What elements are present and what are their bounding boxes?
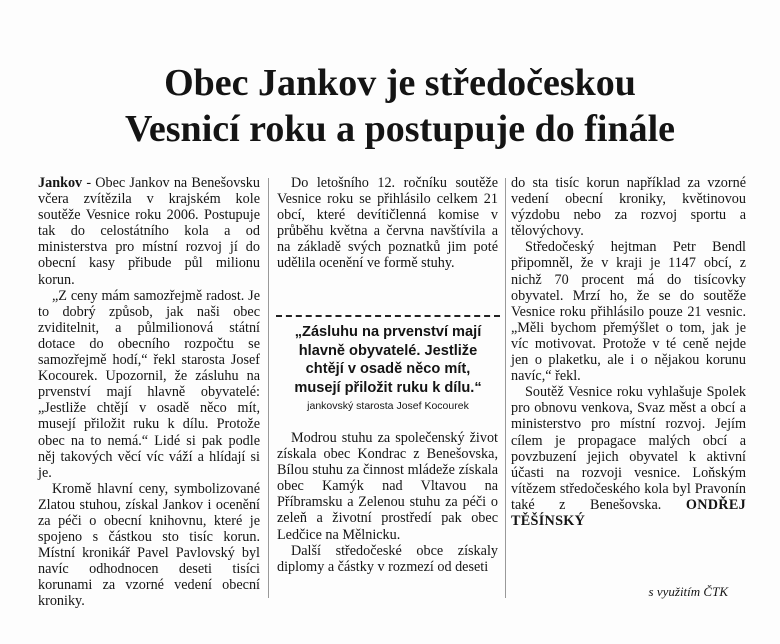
dateline: Jankov (38, 175, 83, 191)
paragraph: Soutěž Vesnice roku vyhlašuje Spolek pro obnovu venkova, Svaz měst a obcí a ministerstvo pro místní rozvoj. Jejím cílem je propagace malých obcí a povzbuzení jejich obyvatel k aktivní účasti na rozvoji vesnice. Loňským vítězem středočeského kola byl Pravonín také z Benešovska. ONDŘEJ TĚŠÍNSKÝ (511, 384, 747, 529)
paragraph: „Z ceny mám samozřejmě radost. Je to dobrý způsob, jak naši obec zviditelnit, a půlmilionová státní dotace do obecního rozpočtu se samozřejmě hodí,“ řekl starosta Josef Kocourek. Upozornil, že zásluhu na prvenství mají hlavně obyvatelé: „Jestliže chtějí v osadě něco mít, musejí přiložit ruku k dílu. Protože obec na to nemá.“ Lidé si pak podle něj takových věcí víc váží a hlídají si je. (38, 287, 260, 481)
headline-line-2: Vesnicí roku a postupuje do finále (124, 108, 676, 150)
pull-quote-source: jankovský starosta Josef Kocourek (307, 400, 469, 412)
headline-line-1: Obec Jankov je středočeskou (164, 62, 636, 104)
paragraph: Kromě hlavní ceny, symbolizované Zlatou stuhou, získal Jankov i ocenění za péči o obecní knihovnu, které je spojeno s částkou sto tisíc korun. Místní kronikář Pavel Pavlovský byl navíc odhodnocen deseti tisíci korunami za vzorné vedení obecní kroniky. (38, 480, 260, 610)
source-credit: s využitím ČTK (648, 584, 728, 599)
pull-quote-text: „Zásluhu na prvenství mají hlavně obyvatelé. Jestliže chtějí v osadě něco mít, musejí přiložit ruku k dílu.“ (294, 324, 482, 396)
paragraph: Další středočeské obce získaly diplomy a částky v rozmezí od deseti (277, 542, 498, 575)
paragraph: do sta tisíc korun například za vzorné vedení obecní kroniky, květinovou výzdobu nebo za rozvoj sportu a tělovýchovy. (511, 175, 746, 240)
quote-divider (276, 315, 500, 317)
author-byline: ONDŘEJ TĚŠÍNSKÝ (511, 496, 747, 529)
column-2-continued (277, 430, 498, 575)
paragraph: Modrou stuhu za společenský život získala obec Kondrac z Benešovska, Bílou stuhu za činnost mládeže získala obec Kamýk nad Vltavou na Příbramsku a Zelenou stuhu za péči o zeleň a životní prostředí pak obec Ledčice na Mělnicku. (277, 430, 498, 543)
paragraph: Středočeský hejtman Petr Bendl připomněl, že v kraji je 1147 obcí, z nichž 70 procent má do tisícovky obyvatel. Mrzí ho, že se do soutěže Vesnice roku přihlásilo pouze 21 vesnic. „Měli bychom přemýšlet o tom, jak je víc motivovat. Protože v té ceně nejde jen o plaketku, ale i o nějakou korunu navíc,“ řekl. (511, 239, 746, 385)
column-1 (38, 175, 260, 610)
paragraph: Do letošního 12. ročníku soutěže Vesnice roku se přihlásilo celkem 21 obcí, které devítičlenná komise v průběhu května a června navštívila a na základě svých poznatků jim poté udělila ocenění ve formě stuhy. (277, 175, 498, 272)
column-3 (511, 175, 746, 529)
paragraph: Jankov - Obec Jankov na Benešovsku včera zvítězila v krajském kole soutěže Vesnice roku 2006. Postupuje tak do celostátního kola a od ministerstva pro místní rozvoj jí do obecní kasy přibude půl milionu korun. (38, 175, 260, 288)
pull-quote (276, 315, 500, 425)
headline (60, 60, 740, 152)
